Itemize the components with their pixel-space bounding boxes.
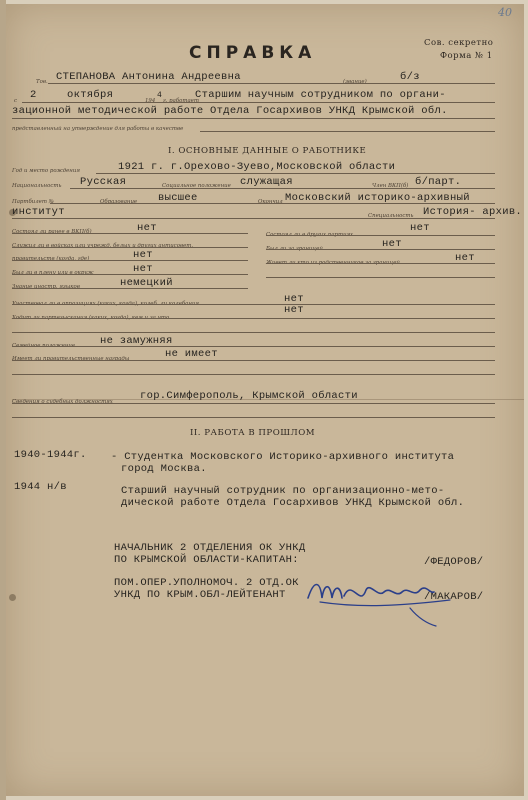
- rule: [12, 360, 495, 361]
- rule: [96, 173, 495, 174]
- label-awards: Имеет ли правительственные награды: [12, 356, 130, 362]
- start-day: 2: [30, 89, 37, 101]
- label-abroad: Был ли за границей: [266, 246, 323, 252]
- form-number: Форма № 1: [440, 51, 493, 61]
- captivity-value: нет: [133, 263, 153, 275]
- label-party: Член ВКП(б): [372, 183, 409, 189]
- label-birth: Год и место рождения: [12, 168, 80, 174]
- relatives-abroad-value: нет: [455, 252, 475, 264]
- rule: [22, 102, 495, 103]
- label-partisan: Ходит ли партвзыскания (каких, когда), кем и за что: [12, 315, 170, 321]
- languages-value: немецкий: [120, 277, 173, 289]
- wkp-before-value: нет: [137, 222, 157, 234]
- signatory-2-line-2: УНКД ПО КРЫМ.ОБЛ-ЛЕЙТЕНАНТ: [114, 589, 286, 601]
- start-year-digit: 4: [157, 91, 163, 100]
- rule: [266, 277, 495, 278]
- rank-value: б/з: [400, 71, 420, 83]
- page-number: 40: [498, 6, 512, 19]
- rule: [266, 263, 495, 264]
- label-army-1: Служил ли в войсках или учрежд. белых и других антисовет.: [12, 243, 194, 249]
- label-languages: Знание иностр. языков: [12, 284, 80, 290]
- label-specialty: Специальность: [368, 213, 414, 219]
- document-title: СПРАВКА: [189, 43, 317, 63]
- education-value: высшее: [158, 192, 198, 204]
- position-line-1: Старшим научным сотрудником по органи-: [195, 89, 446, 101]
- work-period-2: 1944 н/в: [14, 481, 67, 493]
- binder-hole: [9, 594, 16, 601]
- signatory-2-name: /МАКАРОВ/: [424, 591, 484, 603]
- label-finished: Окончил: [258, 199, 283, 205]
- label-family: Семейное положение: [12, 343, 76, 349]
- rule: [12, 332, 495, 333]
- work-desc-1-line-2: город Москва.: [121, 463, 207, 475]
- abroad-value: нет: [382, 238, 402, 250]
- signatory-1-line-1: НАЧАЛЬНИК 2 ОТДЕЛЕНИЯ ОК УНКД: [114, 542, 306, 554]
- finished-line-1: Московский историко-архивный: [285, 192, 470, 204]
- rule: [200, 131, 495, 132]
- work-desc-2-line-1: Старший научный сотрудник по организационно-мето-: [121, 485, 445, 497]
- rule: [12, 374, 495, 375]
- label-partbilet: Партбилет №: [12, 199, 54, 205]
- label-s: с: [14, 98, 18, 104]
- rule: [70, 188, 495, 189]
- label-nationality: Национальность: [12, 183, 62, 189]
- army-value: нет: [133, 249, 153, 261]
- rule: [12, 304, 495, 305]
- label-works: г. работает: [163, 98, 199, 104]
- nationality-value: Русская: [80, 176, 127, 188]
- label-presented: представленный на утверждение для работы в качестве: [12, 126, 184, 132]
- rule: [12, 118, 495, 119]
- work-period-1: 1940-1944г.: [14, 449, 87, 461]
- social-value: служащая: [240, 176, 293, 188]
- label-year-prefix: 194: [145, 98, 156, 104]
- label-education: Образование: [100, 199, 138, 205]
- label-tov: Тов.: [36, 79, 48, 85]
- label-social: Социальное положение: [162, 183, 231, 189]
- label-other-parties: Состоял ли в других партиях: [266, 232, 354, 238]
- specialty-value: История- архив.: [423, 206, 523, 218]
- label-wkp-before: Состоял ли ранее в ВКП(б): [12, 229, 92, 235]
- rule: [12, 403, 495, 404]
- section-2-heading: II. РАБОТА В ПРОШЛОМ: [190, 428, 316, 438]
- rule: [12, 260, 248, 261]
- party-value: б/парт.: [415, 176, 462, 188]
- other-parties-value: нет: [410, 222, 430, 234]
- label-previous: Сведения о судебных должностях: [12, 399, 113, 405]
- partisan-value: нет: [284, 304, 304, 316]
- rule: [12, 346, 495, 347]
- label-zvanie: (звание): [343, 79, 367, 85]
- rule: [12, 417, 495, 418]
- rule: [266, 249, 495, 250]
- rule: [12, 247, 248, 248]
- awards-value: не имеет: [165, 348, 218, 360]
- label-captivity: Был ли в плену или в окруж: [12, 270, 94, 276]
- rule: [266, 235, 495, 236]
- position-line-2: зационной методической работе Отдела Госархивов УНКД Крымской обл.: [12, 105, 448, 117]
- birth-value: 1921 г. г.Орехово-Зуево,Московской области: [118, 161, 396, 173]
- start-month: октября: [67, 89, 114, 101]
- rule: [12, 274, 248, 275]
- oppositions-value: нет: [284, 293, 304, 305]
- finished-line-2: институт: [12, 206, 65, 218]
- employee-name: СТЕПАНОВА Антонина Андреевна: [56, 71, 241, 83]
- rule: [12, 218, 495, 219]
- signatory-2-line-1: ПОМ.ОПЕР.УПОЛНОМОЧ. 2 ОТД.ОК: [114, 577, 299, 589]
- handwritten-signature: [300, 568, 460, 628]
- work-desc-2-line-2: дической работе Отдела Госархивов УНКД Крымской обл.: [121, 497, 465, 509]
- signatory-1-name: /ФЕДОРОВ/: [424, 556, 484, 568]
- rule: [12, 288, 248, 289]
- label-army-2: правительств (когда, где): [12, 256, 90, 262]
- rule: [48, 83, 495, 84]
- label-relatives-abroad: Живет ли кто из родственников за границей: [266, 260, 400, 266]
- rule: [50, 203, 495, 204]
- rule: [12, 233, 248, 234]
- section-1-heading: I. ОСНОВНЫЕ ДАННЫЕ О РАБОТНИКЕ: [168, 146, 367, 156]
- secrecy-stamp: Сов. секретно: [424, 38, 494, 48]
- previous-value: гор.Симферополь, Крымской области: [140, 390, 358, 402]
- signatory-1-line-2: ПО КРЫМСКОЙ ОБЛАСТИ-КАПИТАН:: [114, 554, 299, 566]
- family-value: не замужняя: [100, 335, 173, 347]
- label-oppositions: Участвовал ли в оппозициях (каких, когда), колеб. ли колебания: [12, 301, 199, 307]
- rule: [12, 318, 495, 319]
- work-desc-1-line-1: - Студентка Московского Историко-архивного института: [111, 451, 455, 463]
